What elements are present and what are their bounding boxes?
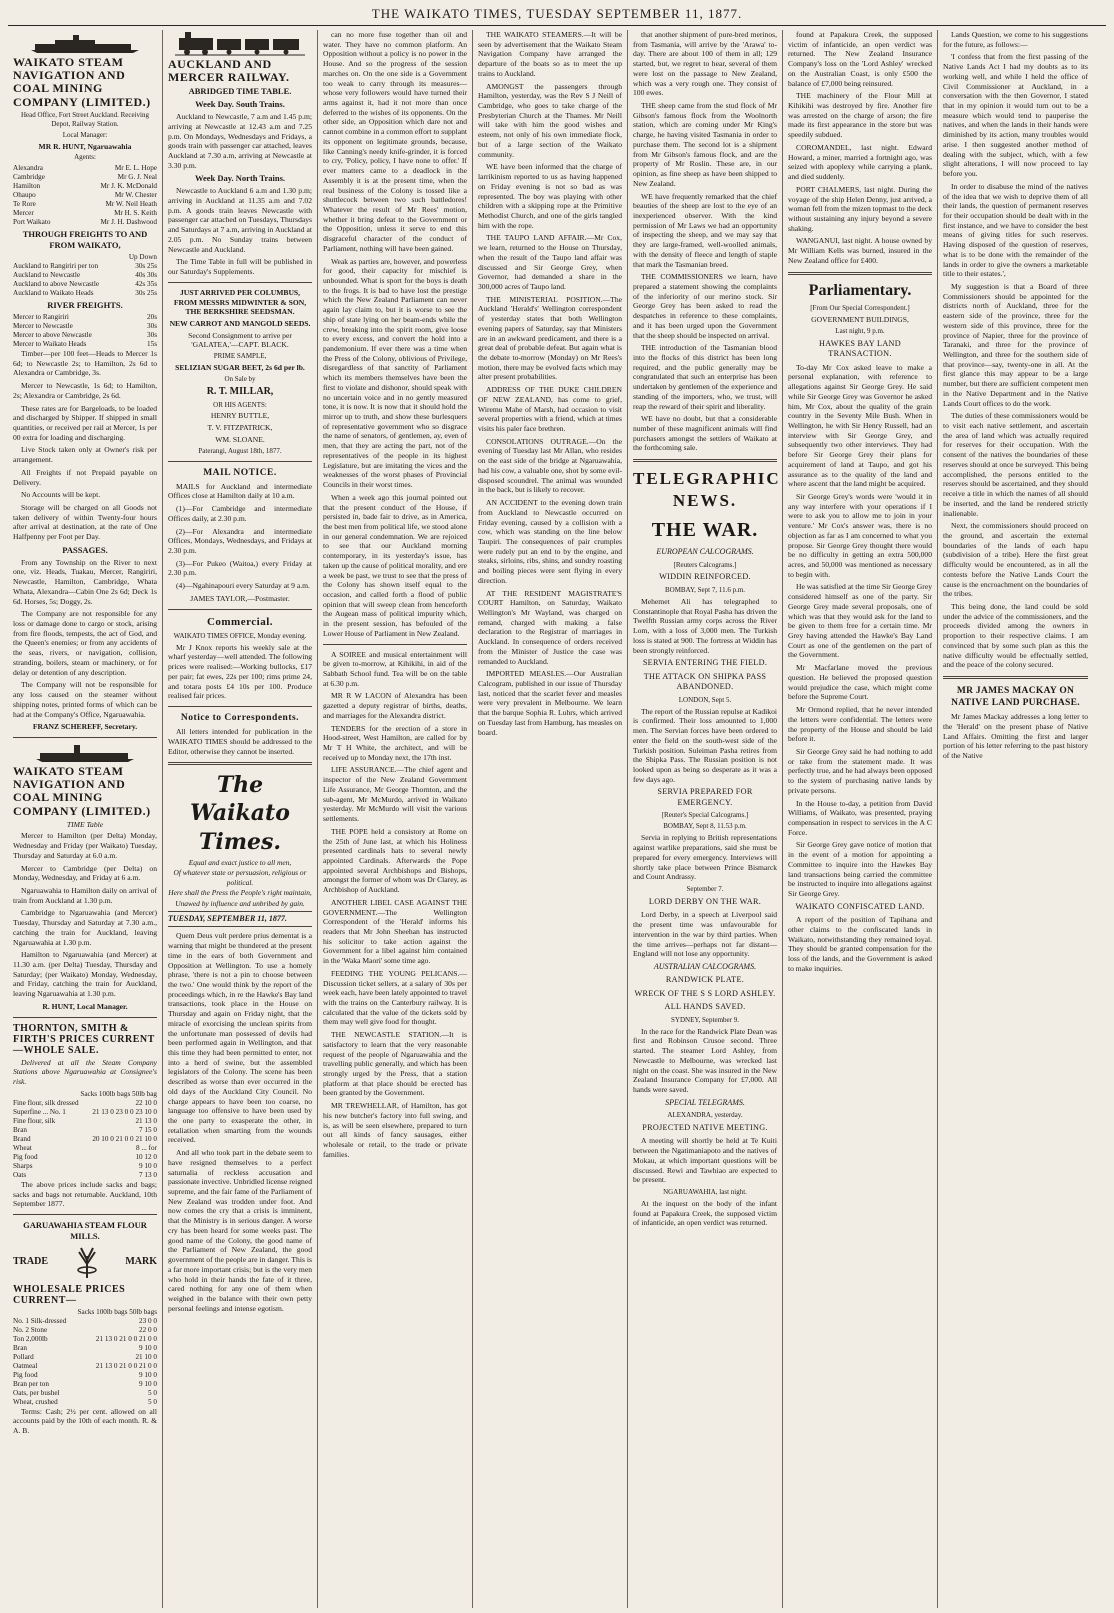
column-5 (628, 30, 783, 1608)
column-1 (8, 30, 163, 1608)
news-item: A SOIREE and musical entertainment will be given to-morrow, at Kihikihi, in aid of the Sabbath School fund. Tea will be on the table at 6.30 p.m. (323, 649, 467, 688)
motto-line: Of whatever state or persuasion, religious or political. (173, 868, 307, 887)
mark-label: MARK (125, 1256, 157, 1268)
commercial-office: WAIKATO TIMES OFFICE, Monday evening. (173, 631, 307, 640)
ngaruawahia-date: NGARUAWAHIA, last night. (663, 1187, 747, 1196)
hunt-sign: R. HUNT, Local Manager. (42, 1001, 128, 1011)
european-calcograms-head: EUROPEAN CALCOGRAMS. (656, 547, 754, 557)
article-paragraph: Lands Question, we come to his suggestions for the future, as follows:— (943, 30, 1088, 49)
timetable-entry: Mercer to Hamilton (per Delta) Monday, Wednesday and Friday (per Waikato) Tuesday, Thursday and Saturday at 6.0 a.m. (13, 831, 157, 860)
mail-entry: (1)—For Cambridge and intermediate Offices daily, at 2.30 p.m. (168, 504, 312, 523)
secretary-sign: FRANZ SCHEREFF, Secretary. (32, 722, 138, 732)
river-note: Storage will be charged on all Goods not taken delivery of within Twenty-four hours after arrival at destination, at the rate of One Halfpenny per Foot per Day. (13, 502, 157, 542)
divider (168, 282, 312, 283)
price-row: Pig food 10 12 0 (13, 1152, 157, 1161)
motto-line: Equal and exact justice to all men, (188, 857, 292, 867)
divider (788, 272, 932, 275)
motto-line: Here shall the Press the People's right maintain, (168, 888, 312, 898)
news-item: WANGANUI, last night. A house owned by Mr William Kells was burned, insured in the New Zealand office for £400. (788, 236, 932, 265)
news-item: WE have no doubt, but that a considerable number of these magnificent animals will find purchasers amongst the settlers of Waikato at the forthcoming sale. (633, 414, 777, 453)
freight-row: Auckland to Rangiriri per ton 30s 25s (13, 262, 157, 271)
paterangi-date: Paterangi, August 18th, 1877. (198, 446, 282, 455)
river-note: All Freights if not Prepaid payable on Delivery. (13, 467, 157, 487)
price-row: Bran per ton 9 10 0 (13, 1379, 157, 1388)
columbus-title: JUST ARRIVED PER COLUMBUS, FROM MESSRS MIDWINTER & SON, THE BERKSHIRE SEEDSMAN. (173, 287, 307, 317)
news-item: WE have frequently remarked that the chief beauties of the sheep are lost to the eye of an inexperienced observer. With the kind permission of Mr Laws we had an opportunity of inspecting the sheep, and we may say that they are large-framed, well-woolled animals, with the density of fleece and length of staple that mark the Tasmanian breed. (633, 191, 777, 269)
river-note: These rates are for Bargeloads, to be loaded and discharged by Shipper. If shipped in small quantities, or received per rail at Mercer, 1s per 00 extra for loading and discharging. (13, 403, 157, 442)
train-illustration (168, 30, 312, 56)
liability-text: The Company are not responsible for any loss or damage done to cargo or stock, arising from fire floods, tempests, the act of God, and the Queen's enemies; or from any accidents of the seas, rivers, or navigation, collision, stranding, boilers, steam or machinery, or for delay or detention of any description. (13, 609, 157, 677)
special-telegrams-head: SPECIAL TELEGRAMS. (665, 1097, 745, 1107)
river-note: Mercer to Newcastle, 1s 6d; to Hamilton, 2s; Alexandra or Cambridge, 2s 6d. (13, 381, 157, 400)
news-item: LIFE ASSURANCE.—The chief agent and inspector of the New Zealand Government Life Assurance, Mr George Thornton, and the sub-agent, Mr McMurdo, arrived in Waikato yesterday. Mr McMurdo will visit the various settlements. (323, 765, 467, 824)
river-row: Mercer to above Newcastle 30s (13, 330, 157, 339)
price-row: Fine flour, silk 21 13 0 (13, 1116, 157, 1125)
mail-entry: (4)—Ngahinapouri every Saturday at 9 a.m. (176, 581, 310, 591)
timetable-entry: Cambridge to Ngaruawahia (and Mercer) Tuesday, Thursday and Saturday at 7.30 a.m., catching the train for Auckland, leaving Ngaruawahia at 1.30 p.m. (13, 908, 157, 947)
news-item: THE sheep came from the stud flock of Mr Gibson's famous flock from the Woolnorth station, which are coming under Mr King's charge, he having visited Tasmania in order to purchase them. The second lot is a shipment from Mr Gibson's famous flock, and are the property of Mr Roslin. These are, in our opinion, as fine sheep as have been shipped to New Zealand. (633, 101, 777, 188)
news-item: THE machinery of the Flour Mill at Kihikihi was destroyed by fire. Another fire was arrested on the charge of arson; the fire made its first appearance in the store but was speedily subdued. (788, 91, 932, 140)
column-4 (473, 30, 628, 1608)
price-row: Wheat, crushed 5 0 (13, 1397, 157, 1406)
parliamentary-paragraph: Sir George Grey said he had nothing to add or take from the statement made. It was perfectly true, and he had always been opposed to the system of purchasing native lands by private persons. (788, 746, 932, 795)
agent-row: Cambridge Mr G. J. Neal (13, 173, 157, 182)
news-item: AMONGST the passengers through Hamilton, yesterday, was the Rev S J Neill of Cambridge, who goes to take charge of the Presbyterian Church at the Thames. Mr Neill will take with him the good wishes and esteem, not only of his own immediate flock, but of a large section of the Waikato community. (478, 81, 622, 159)
article-paragraph: can no more fuse together than oil and water. They have no common platform. An Opposition without a policy is no power in the House. And so the progress of the session marches on. On the one side is a Government too weak to carry through its measures—whose very followers would have turned their arms against it, had it not more than once deferred to the wishes of its opponents. On the other side, an Opposition which dare not and cannot combine in a common effort to supplant its opponent on legitimate grounds, because, like Canning's needy knife-grinder, it is forced to cry, 'Policy, policy, I have none to offer.' If ever matters came to a deadlock in the Assembly it is at the present time, when the real business of the Colony is tossed like a shuttlecock between two such battledores! Whatever the result of Mr Rees' motion, whether it bring defeat to the Government or the Opposition, unless it serve to end this disgraceful character of the conduct of Parliament, nothing will have been gained. (323, 30, 467, 253)
news-item: AN ACCIDENT to the evening down train from Auckland to Newcastle occurred on Friday evening, caused by a collision with a cow, which was standing on the line below Taupiri. The consequences of pair crumples were rudely put an end to by the engine, and steaks, sirloins, ribs, shins, and sundry roasting and boiling pieces were sent flying in every direction. (478, 498, 622, 585)
widdin-date: BOMBAY, Sept 7, 11.6 p.m. (664, 585, 746, 594)
south-trains-head: Week Day. South Trains. (195, 99, 285, 110)
trade-mark (13, 1246, 157, 1280)
shipka-date: LONDON, Sept 5. (678, 695, 732, 704)
government-buildings: GOVERNMENT BUILDINGS, (811, 314, 909, 324)
news-item: FEEDING THE YOUNG PELICANS.—Discussion ticket sellers, at a salary of 30s per week each, have been lately appointed to travel with the trains on the Canterbury railway. It is calculated that the value of the tickets sold by them may well give food for thought. (323, 968, 467, 1027)
page-masthead: THE WAIKATO TIMES, TUESDAY SEPTEMBER 11, 1877. (8, 6, 1106, 26)
news-item: COROMANDEL, last night. Edward Howard, a miner, married a fortnight ago, was seized with apoplexy while carrying a plank, and died suddenly. (788, 142, 932, 182)
galatea-note: Second Consignment to arrive per 'GALATEA,'—CAPT. BLACK. (188, 330, 292, 350)
agent-row: Hamilton Mr J. K. McDonald (13, 182, 157, 191)
thornton-footer: The above prices include sacks and bags; sacks and bags not returnable. Auckland, 10th September 1877. (13, 1179, 157, 1209)
divider (13, 1017, 157, 1018)
steam-company-title: WAIKATO STEAM NAVIGATION AND COAL MINING COMPANY (LIMITED.) (13, 55, 151, 109)
notice-text: All letters intended for publication in the WAIKATO TIMES should be addressed to the Editor, otherwise they cannot be inserted. (168, 727, 312, 756)
freight-row: Auckland to above Newcastle 42s 35s (13, 280, 157, 289)
through-freights-head: THROUGH FREIGHTS TO AND FROM WAIKATO, (22, 229, 148, 251)
agent-name: WM. SLOANE. (215, 434, 265, 444)
agent-name: HENRY BUTTLE, (210, 411, 270, 421)
randwick-head: RANDWICK PLATE. (665, 975, 745, 985)
price-row: Oats 7 13 0 (13, 1170, 157, 1179)
price-row: No. 1 Silk-dressed 23 0 0 (13, 1316, 157, 1325)
agents-list (13, 164, 157, 227)
column-7 (938, 30, 1093, 1608)
price-row: Oats, per bushel 5 0 (13, 1388, 157, 1397)
carrot-seeds: NEW CARROT AND MANGOLD SEEDS. (169, 318, 311, 328)
mail-entry: (3)—For Pukeo (Waitoa,) every Friday at 2.30 p.m. (168, 558, 312, 578)
sugar-beet: SELIZIAN SUGAR BEET, 2s 6d per lb. (175, 363, 305, 373)
liability-text-2: The Company will not be responsible for any loss caused on the steamer without shipping notes, printed forms of which can be had at the Company's Office, Ngaruawahia. (13, 680, 157, 719)
divider (323, 644, 467, 645)
columns (8, 30, 1106, 1608)
price-row: Oatmeal 21 13 0 21 0 0 21 0 0 (13, 1361, 157, 1370)
river-freights-head: RIVER FREIGHTS. (47, 300, 123, 311)
millar-name: R. T. MILLAR, (206, 385, 274, 397)
wholesale-cols: Sacks 100lb bags 50lb bags (77, 1307, 157, 1316)
river-row: Mercer to Waikato Heads 15s (13, 339, 157, 348)
parliamentary-paragraph: In the House to-day, a petition from David Williams, of Waikato, was presented, praying compensation in respect to services in the A C Force. (788, 798, 932, 837)
north-trains-text: Newcastle to Auckland 6 a.m and 1.30 p.m; arriving in Auckland at 11.35 a.m and 7.02 p.m. A goods train leaves Newcastle with passenger car attached on Tuesdays, Thursdays and Saturdays at 7 a.m, arriving in Auckland at 2.05 p.m. No Sunday trains between Newcastle and Auckland. (168, 186, 312, 254)
saved-head: ALL HANDS SAVED. (664, 1002, 746, 1012)
news-item: MR R W LACON of Alexandra has been gazetted a deputy registrar of births, deaths, and marriages for the Alexandra district. (323, 691, 467, 720)
news-item: THE TAUPO LAND AFFAIR.—Mr Cox, we learn, returned to the House on Thursday, when the result of the Taupo land affair was discussed and Sir George Grey, when Governor, had demanded a share in the 300,000 acres of Taupo land. (478, 233, 622, 291)
thornton-cols: Sacks 100lb bags 50lb bag (80, 1089, 157, 1098)
river-row: Mercer to Rangiriri 20s (13, 312, 157, 321)
article-paragraph: 'I confess that from the first passing of the Native Lands Act I had my doubts as to its working well, and while I held the office of Civil Commissioner at Auckland, in a conversation with the then Governor, I stated that in my opinion it would turn out to be a measure which would tend to pauperise the natives, and when the lands in their hands were diminished by its action, many troubles would arise. I then suggested another method of dealing with the subject, which, with a few slight alterations, I will now proceed to lay before you. (943, 52, 1088, 179)
postmaster-sign: JAMES TAYLOR,—Postmaster. (190, 593, 290, 603)
widdin-text: Mehemet Ali has telegraphed to Constantinople that Royal Pasha has driven the Twelfth Russian army corps across the River Lom, with a loss of 3,000 men. The Turkish loss is stated at 900. The fortress at Widdin has been strongly reinforced. (633, 596, 777, 655)
news-item: AT THE RESIDENT MAGISTRATE'S COURT Hamilton, on Saturday, Waikato Wellington's Mr Wayland, was charged on remand, charged with making a false declaration to the Registrar of marriages in Auckland. In consequence of orders received from the Minister of Justice the case was remanded to Auckland. (478, 588, 622, 666)
parliamentary-paragraph: Sir George Grey's words were 'would it in any way interfere with your operations if I were to ask you to allow me to join in your venture.' Mr Cox's answer was, there is no objection as far as I am concerned to what you propose. Sir George Grey thought there would be no difficulty in getting an extra 500,000 acres, and 50,000 was mentioned as necessary to begin with. (788, 491, 932, 579)
price-row: Fine flour, silk dressed 22 10 0 (13, 1098, 157, 1107)
derby-text: Lord Derby, in a speech at Liverpool said the present time was unfavourable for intervention in the war by third parties. When the time arrives—perhaps not far distant—England will not lose any opportunity. (633, 910, 777, 959)
timetable-head: TIME Table (66, 819, 104, 829)
column-3 (318, 30, 473, 1608)
editorial-paragraph: And all who took part in the debate seem to have resigned themselves to a perfect saturnalia of reckless accusation and passionate invective. Unbridled license reigned supreme, and the fair fame of the Parliament of New Zealand was trodden under foot. And now comes the cry that a crisis is imminent, that the Ministry is in serious danger. A worse cry has been heard for some weeks past. The good name of the Colony, the good name of the Parliament of New Zealand, the good government of the people are in danger. This is a far more important crisis; but is the very men who hold in their hands the fate of it three, cared nothing for any one of them when weighed in the balance with their own petty personal feelings and intense egotism. (168, 1148, 312, 1313)
wholesale-title: WHOLESALE PRICES CURRENT— (13, 1283, 126, 1306)
divider (13, 1214, 157, 1215)
steam-company-office: Head Office, Fort Street Auckland. Receiving Depot, Railway Station. (21, 110, 149, 128)
wheatsheaf-icon (67, 1246, 107, 1280)
wreck-date: SYDNEY, September 9. (671, 1015, 739, 1024)
issue-dateline: TUESDAY, SEPTEMBER 11, 1877. (168, 911, 312, 927)
article-paragraph: The duties of these commissioners would be to visit each native settlement, and ascertain the area of land which was actually required for reserves for their occupation. With the consent of the natives the boundaries of these reserves should at once be surveyed. This being accomplished, the persons entitled to the reserves should be ascertained, and they should receive a title in which the names of all should be inserted, and the land be rendered strictly inalienable. (943, 411, 1088, 518)
parliamentary-paragraph: Sir George Grey gave notice of motion that in the event of a motion for appointing a Committee to inquire into the Hawkes Bay land transactions being carried the committee be instructed to inquire into allegations against Sir George Grey. (788, 840, 932, 898)
price-row: Brand 20 10 0 21 0 0 21 10 0 (13, 1134, 157, 1143)
wreck-text: In the race for the Randwick Plate Dean was first and Robinson Crusoe second. Three started. The steamer Lord Ashley, from Newcastle to Melbourne, was wrecked last night on the coast. She was insured in the New Zealand Insurance Company for £7,000. All hands were saved. (633, 1026, 777, 1094)
news-item: that another shipment of pure-bred merinos, from Tasmania, will arrive by the 'Arawa' to-day. There are about 100 of them in all; 129 started, but, we regret to hear, several of them were lost on the passage to New Zealand, which was a very rough one. They consist of 100 ewes. (633, 30, 777, 98)
wreck-head: WRECK OF THE S S LORD ASHLEY. (634, 988, 776, 998)
thornton-title: THORNTON, SMITH & FIRTH'S PRICES CURRENT—WHOLE SALE. (13, 1022, 155, 1056)
confiscated-land-text: A report of the position of Tapihana and other claims to the confiscated lands in Waikato, notwithstanding they remained loyal. They should be granted compensation for the loss of the lands, and the Government is asked to make inquiries. (788, 915, 932, 973)
news-item: ANOTHER LIBEL CASE AGAINST THE GOVERNMENT.—The Wellington Correspondent of the 'Herald' informs his readers that Mr John Sheehan has instructed his solicitor to take action against the Government for a libel against him contained in the 'Waka Maori' some time ago. (323, 897, 467, 966)
steam-company-title-2: WAIKATO STEAM NAVIGATION AND COAL MINING COMPANY (LIMITED.) (13, 763, 151, 818)
servia-head: SERVIA ENTERING THE FIELD. (642, 658, 768, 668)
editorial-paragraph: Quem Deus vult perdere prius dementat is a warning that might be thundered at the present time in the ears of both Government and Opposition at Wellington. To use a homely phrase, 'there is not a pin to choose between the two.' One would think by the report of the proceedings which, in re the Hawke's Bay land transactions, took place in the House on Thursday and again on Friday night, that the miracle of exorcising the unclean spirits from the unfortunate man possessed of devils had been performed again in Wellington, and that this time they had been permitted to enter, not into a herd of swine, but the assembled legislators of the Colony. The scene has been described as worse than ever occurred in the old days of the Auckland City Council. No charge appears to have been too coarse, no language too offensive to have been used by the one party to exasperate the other, in retaliation when smarting from the wounds received. (168, 931, 312, 1145)
parliamentary-title: Parliamentary. (808, 281, 912, 299)
price-row: Sharps 9 10 0 (13, 1161, 157, 1170)
paper-title: The Waikato Times. (190, 772, 290, 855)
derby-head: LORD DERBY ON THE WAR. (648, 896, 762, 906)
price-row: Pig food 9 10 0 (13, 1370, 157, 1379)
steamer-illustration (13, 32, 157, 54)
war-title: THE WAR. (651, 518, 759, 541)
mackay-text: Mr James Mackay addresses a long letter to the 'Herald' on the present phase of Native Land Affairs. Omitting the first and larger portion of his letter referring to the past history of the Native (943, 712, 1088, 761)
price-row: Pollard 21 10 0 (13, 1352, 157, 1361)
servia2-text: Servia in replying to British representations against warlike preparations, said she must be prepared for every emergency. Interviews will shortly take place between Prince Bismarck and Count Andrassy. (633, 833, 777, 882)
australian-calcograms-head: AUSTRALIAN CALCOGRAMS. (653, 961, 757, 971)
notice-head: Notice to Correspondents. (180, 712, 300, 723)
price-row: Ton 2,000lb 21 13 0 21 0 0 21 0 0 (13, 1334, 157, 1343)
thornton-note: Delivered at all the Steam Company Stations above Ngaruawahia at Consignee's risk. (13, 1057, 157, 1087)
news-item: ADDRESS OF THE DUKE CHILDREN OF NEW ZEALAND, has come to grief, Wiremu Mahe of Marsh, had occasion to visit several properties with a friend, which at times visits his paler face brethren. (478, 385, 622, 434)
freight-row: Auckland to Newcastle 40s 30s (13, 271, 157, 280)
agent-name: T. V. FITZPATRICK, (207, 423, 273, 433)
news-item: TENDERS for the erection of a store in Hood-street, West Hamilton, are called for by Mr T H White, the architect, and will be received up to Monday next, the 17th inst. (323, 723, 467, 762)
news-item: THE NEWCASTLE STATION.—It is satisfactory to learn that the very reasonable request of the people of Ngaruawahia and the travelling public generally, and which has been strongly urged by the Press, that a station platform at that place should be erected has been granted by the Government. (323, 1030, 467, 1098)
timetable-entry: Ngaruawahia to Hamilton daily on arrival of train from Auckland at 1.30 p.m. (13, 886, 157, 905)
derby-date: September 7. (686, 884, 724, 893)
price-row: Wheat 8 ... for (13, 1143, 157, 1152)
agent-row: Ohaupo Mr W. Chester (13, 191, 157, 200)
parliamentary-paragraph: To-day Mr Cox asked leave to make a personal explanation, with reference to allegations against Sir George Grey. He said while Sir George Grey was Governor he asked him, Mr Cox, about the quality of the grain country in the Seventy Mile Bush. When in Wellington, he with Sir Henry Russell, had an interview with Sir George Grey, and subsequently two other interviews. They had before Sir George Grey their plans for acquirement of land at Taupo, and got his assurance as to the quality of the land and where ascent that the land might be acquired. (788, 362, 932, 489)
motto-line: Unawed by influence and unbribed by gain. (175, 898, 305, 908)
news-item: THE introduction of the Tasmanian blood into the flocks of this district has been long required, and the public generally may be congratulated that such an enterprise has been undertaken by gentlemen of the experience and standing of the importers, who, we trust, will reap the reward of their spirit and liberality. (633, 343, 777, 411)
article-paragraph: My suggestion is that a Board of three Commissioners should be appointed for the districts north of Auckland, three for the eastern side of the province, three for the western side of this province, three for the province of Napier, three for the province of Taranaki, and three for the province of Wellington, and three for the southern side of that province—say, twenty-one in all. At the first glance this may appear to be a large number, but there are sufficient competent men in the Native Department and in the Native Lands Court offices to do the work. (943, 281, 1088, 408)
price-row: Superfine ... No. 1 21 13 0 23 0 0 23 10 0 (13, 1107, 157, 1116)
divider (13, 737, 157, 738)
news-item: THE WAIKATO STEAMERS.—It will be seen by advertisement that the Waikato Steam Navigation Company have arranged the departure of the boats so as to meet the up trains to Auckland. (478, 30, 622, 78)
divider (168, 461, 312, 462)
agent-row: Port Waikato Mr J. H. Dashwood (13, 218, 157, 227)
divider (168, 762, 312, 765)
news-item: THE MINISTERIAL POSITION.—The Auckland 'Herald's' Wellington correspondent of yesterday states that both Wellington evening papers of Saturday, say that Ministers are in an awkward predicament, and there is a great deal of probable defeat. But again what is the debate to-morrow (Monday) on Mr Rees's motion, there may be evolved facts which may alter present probabilities. (478, 294, 622, 382)
mackay-title: MR JAMES MACKAY ON NATIVE LAND PURCHASE. (951, 686, 1080, 709)
railway-subtitle: ABRIDGED TIME TABLE. (188, 86, 292, 97)
river-note: Timber—per 100 feet—Heads to Mercer 1s 6d; to Newcastle 2s; to Hamilton, 2s 6d to Alexandra or Cambridge, 3s. (13, 348, 157, 378)
parliamentary-paragraph: Mr Ormond replied, that he never intended the letters were confidential. The letters were the property of the House and should be laid before it. (788, 705, 932, 744)
native-meeting-head: PROJECTED NATIVE MEETING. (642, 1122, 768, 1132)
article-paragraph: This being done, the land could be sold under the advice of the commissioners, and the proceeds divided among the owners in proportion to their respective claims. I am convinced that by some such plan as this the native difficulty would be effectually settled, and the peace of the colony secured. (943, 601, 1088, 670)
article-paragraph: Weak as parties are, however, and powerless for good, their capacity for mischief is unbounded. What is sport for the boys is death to the frogs. It is bad to have lost the prestige which the New Zealand Parliament can never again lay claim to, but it is worse to see the ship of state lying on her beam-ends while the crew, breaking into the spirit room, give loose to every excess, and convert the hold into a pandemonium. If ever there was a time when the Press of the Colony, oblivious of Privilege, disregardless of that sanctity of Parliament which its members themselves have been the first to violate and dishonor, should speak with no uncertain voice and in no gently measured tone, it is now. It is now that it should hold the mirror up to truth, and show these burlesquers of representative government who so disgrace the name of senators, of gentlemen, ay, even of men, that they are acting the part, not of the representatives of the people in its highest Legislature, but are imitating the vices and the weaknesses of the worst phases of Provincial Councils in their worst times. (323, 256, 467, 490)
agents-head: OR HIS AGENTS: (213, 400, 267, 409)
commercial-head: Commercial. (206, 615, 274, 628)
confiscated-land-head: WAIKATO CONFISCATED LAND. (795, 901, 925, 911)
river-note: Live Stock taken only at Owner's risk per arrangement. (13, 445, 157, 465)
price-row: No. 2 Stone 22 0 0 (13, 1325, 157, 1334)
agent-row: Te Rore Mr W. Neil Heath (13, 200, 157, 209)
servia2-date: BOMBAY, Sept 8, 11.53 p.m. (663, 822, 747, 831)
news-item: MR TREWHELLAR, of Hamilton, has got his new butcher's factory into full swing, and is, as will be seen elsewhere, prepared to turn out all kinds of fancy sausages, either wholesale or retail, to the trade or private families. (323, 1101, 467, 1159)
article-paragraph: In order to disabuse the mind of the natives of the idea that we wish to deprive them of all their lands, the question of permanent reserves for their occupation should be dealt with in the first instance, and we have to consider the best means of giving titles for such reserves. Having disposed of the question of reserves, what is to be done with the remainder of the lands in order to give the owners a marketable title to their estates.', (943, 181, 1088, 279)
manager-label: Local Manager: (62, 130, 108, 139)
divider (168, 706, 312, 707)
mail-notice-head: MAIL NOTICE. (203, 467, 277, 478)
ngaruawahia-text: At the inquest on the body of the infant found at Papakura Creek, the supposed victim of infanticide, an open verdict was returned. (633, 1198, 777, 1228)
price-row: Bran 9 10 0 (13, 1343, 157, 1352)
news-item: IMPORTED MEASLES.—Our Australian Calcogram, published in our issue of Thursday last, noticed that the scarlet fever and measles were very prevalent in Melbourne. We learn that the barque Sophia R. Luhrs, which arrived on Tuesday last from Hamburg, has measles on board. (478, 669, 622, 737)
trade-label: TRADE (13, 1256, 49, 1268)
reuters-label-2: [Reuter's Special Calcograms.] (661, 811, 749, 820)
garuawahia-title: GARUAWAHIA STEAM FLOUR MILLS. (23, 1219, 147, 1241)
article-paragraph: Next, the commissioners should proceed on the ground, and ascertain the external boundaries of the lands of each hapu (subdivision of a tribe). Here the first great difficulty would be encountered, as in all the contests before the Native Lands Court the cause is the encroachment on the boundaries of the tribes. (943, 521, 1088, 599)
alexandra-date: ALEXANDRA, yesterday. (667, 1110, 743, 1119)
commercial-text: Mr J Knox reports his weekly sale at the wharf yesterday—well attended. The following prices were realised:—Working bullocks, £17 per pair; fat ewes, 22s per 100; rims prime 24, and totara posts £4 10s per 100. Produce realised fair prices. (168, 642, 312, 701)
news-item: THE COMMISSIONERS we learn, have prepared a statement showing the complaints of the inferiority of our merino stock. Sir George Grey has been asked to read the despatches in reference to these complaints, and it has been urged upon the Government that the sheep should be inspected on arrival. (633, 272, 777, 340)
widdin-head: WIDDIN REINFORCED. (659, 572, 751, 582)
railway-title: AUCKLAND AND MERCER RAILWAY. (168, 57, 290, 85)
timetable-entry: Hamilton to Ngaruawahia (and Mercer) at 11.30 a.m. (per Delta) Tuesday, Thursday and Saturday; (per Waikato) Monday, Wednesday, and Friday, catching the train for Auckland, leaving Ngaruawahia at 1.30 p.m. (13, 950, 157, 999)
north-trains-head: Week Day. North Trains. (194, 173, 286, 184)
news-item: found at Papakura Creek, the supposed victim of infanticide, an open verdict was returned. The New Zealand Insurance Company's loss on the 'Lord Ashley' wrecked on the Australian Coast, is only £500 the balance of £7,000 being reinsured. (788, 30, 932, 88)
native-meeting-text: A meeting will shortly be held at Te Kuiti between the Ngatimaniapoto and the natives of Mokau, at which important questions will be discussed. Rewi and Tawhiao are expected to be present. (633, 1136, 777, 1185)
passages-text: From any Township on the River to next one, viz. Heads, Tuakau, Mercer, Rangiriri, Newcastle, Hamilton, Cambridge, Whata Whata, Alexandra—Cabin One 2s 6d; Deck 1s 6d. Horses, 5s; Doggy, 2s. (13, 557, 157, 606)
on-sale: On Sale by (224, 374, 256, 383)
steamer-illustration-2 (13, 743, 157, 763)
news-item: PORT CHALMERS, last night. During the voyage of the ship Helen Denny, just arrived, a woman fell from the mizen topmast to the deck without sustaining any injury beyond a severe shaking. (788, 184, 932, 233)
freight-row: Auckland to Waikato Heads 30s 25s (13, 289, 157, 298)
news-item: THE POPE held a consistory at Rome on the 25th of June last, at which his Holiness presented cardinals hats to several newly appointed Cardinals. Afterwards the Pope appointed several Archbishops and Bishops, amongst the former of whom was Dr Clarey, as Archbishop of Auckland. (323, 826, 467, 895)
agents-label: Agents: (74, 153, 96, 162)
servia2-head: SERVIA PREPARED FOR EMERGENCY. (657, 787, 753, 807)
passages-head: PASSAGES. (62, 544, 108, 555)
river-note: No Accounts will be kept. (21, 490, 101, 500)
column-2 (163, 30, 318, 1608)
parliamentary-date: Last night, 9 p.m. (835, 326, 885, 335)
column-6 (783, 30, 938, 1608)
manager-name: MR R. HUNT, Ngaruawahia (38, 141, 132, 151)
news-item: CONSOLATIONS OUTRAGE.—On the evening of Tuesday last Mr Allan, who resides on the east side of the bridge at Ngaruawahia, had his cow, a valuable one, shot by some evil-disposed scoundrel. The animal was wounded in the back, but is likely to recover. (478, 436, 622, 495)
parliamentary-source: [From Our Special Correspondent.] (810, 304, 910, 312)
parliamentary-paragraph: Mr Macfarlane moved the previous question. He believed the proposed question would prejudice the case, which might come before the Supreme Court. (788, 663, 932, 702)
news-item: WE have been informed that the charge of larrikinism reported to us as having happened on Friday evening is not so bad as was represented. The boy was playing with other children with a skipping rope at the Primitive Methodist Church, and one of the girls tangled him with the rope. (478, 162, 622, 230)
freight-updown: Up Down (128, 253, 157, 262)
price-row: Bran 7 15 0 (13, 1125, 157, 1134)
railway-note: The Time Table in full will be published in our Saturday's Supplements. (168, 257, 312, 277)
parliamentary-paragraph: He was satisfied at the time Sir George Grey considered himself as one of the party. Sir George Grey made several proposals, one of which was that they would ask for the land to be given to them free for a certain time. Mr Grey having attended the Hawke's Bay Land Court as one of the gentlemen on the part of the Government. (788, 582, 932, 660)
reuters-label: [Reuters Calcograms.] (673, 560, 737, 569)
timetable-entry: Mercer to Cambridge (per Delta) on Monday, Wednesday, and Friday at 6 a.m. (13, 863, 157, 883)
wholesale-terms: Terms: Cash; 2½ per cent. allowed on all accounts paid by the 10th of each month. R. & A. B. (13, 1406, 157, 1436)
divider (943, 676, 1088, 679)
south-trains-text: Auckland to Newcastle, 7 a.m and 1.45 p.m; arriving at Newcastle at 12.43 a.m and 7.25 p.m. On Mondays, Wednesdays and Fridays, a goods train with passenger car attached, leaves Auckland at 7.30 a.m, arriving at Newcastle at 3.30 p.m. (168, 112, 312, 170)
divider (168, 609, 312, 610)
shipka-head: THE ATTACK ON SHIPKA PASS ABANDONED. (643, 671, 767, 692)
hawkes-bay-head: HAWKES BAY LAND TRANSACTION. (819, 338, 901, 359)
divider (633, 459, 777, 462)
mail-entry: (2)—For Alexandra and intermediate Offices, Mondays, Wednesdays, and Fridays at 2.30 p.m. (168, 526, 312, 556)
article-paragraph: When a week ago this journal pointed out that the present conduct of the House, if persisted in, bade fair to drive, as in America, the best men from political life, we stood alone in our general condemnation. We are rejoiced to see that our Auckland morning contemporary, in its yesterday's issue, has taken up the cause of political morality, and ere a week be past, we trust to see that the press of the Colony has shown itself equal to the occasion, and called forth a flood of public opinion that will sweep clean from henceforth the Augean mass of political impurity which, in the present session, has befouled of the Lower House of Parliament in New Zealand. (323, 492, 467, 638)
agent-row: Mercer Mr H. S. Keith (13, 209, 157, 218)
mail-entry: MAILS for Auckland and intermediate Offices close at Hamilton daily at 10 a.m. (168, 481, 312, 501)
river-row: Mercer to Newcastle 30s (13, 321, 157, 330)
sugar-head: PRIME SAMPLE, (213, 352, 267, 361)
telegraphic-news-title: TELEGRAPHIC NEWS. (633, 469, 781, 510)
agent-row: Alexandra Mr E. L. Hope (13, 164, 157, 173)
shipka-text: The report of the Russian repulse at Kadikoi is confirmed. Their loss amounted to 1,000 men. The Servian forces have been ordered to enter the field on the south-west side of the Turkish position. Suleiman Pasha retires from the Shipka Pass. The Russian position is not looked upon as being so desperate as it was a few days ago. (633, 706, 777, 784)
